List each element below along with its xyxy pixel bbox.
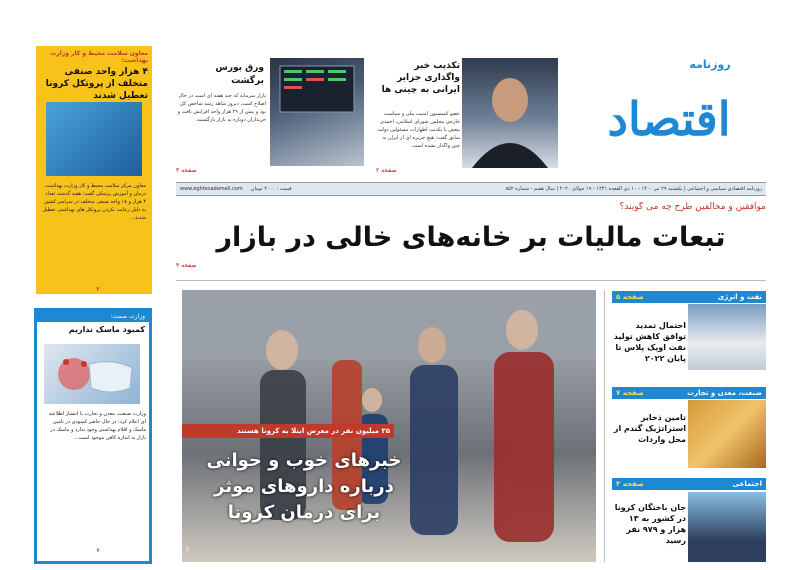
energy-headline[interactable]: احتمال تمدید توافق کاهش تولید نفت اوپک پلاس تا پایان ۲۰۲۲ bbox=[613, 321, 686, 363]
section-bar-social bbox=[612, 478, 766, 490]
photo-caption-banner: ۳۵ میلیون نفر در معرض ابتلا به کرونا هستند bbox=[182, 424, 394, 438]
price-label: قیمت : ۲۰۰۰ تومان bbox=[250, 186, 292, 192]
masthead-logo: اقتصاد bbox=[607, 92, 731, 146]
section-bar-industry bbox=[612, 387, 766, 399]
sidebar-yellow-photo bbox=[46, 102, 142, 176]
main-page: صفحه ۳ bbox=[176, 262, 197, 269]
date-bar bbox=[176, 182, 766, 196]
china-islands-page: صفحه ۲ bbox=[376, 167, 397, 174]
masthead-subtitle: روزنامه bbox=[689, 58, 731, 71]
photo-story-headline[interactable]: خبرهای خوب و حوانی درباره داروهای موثر برای درمان کرونا bbox=[206, 450, 402, 523]
section-page: صفحه ۵ bbox=[616, 293, 644, 301]
sidebar-yellow-headline[interactable]: ۴ هزار واحد صنفی متخلف از پروتکل کرونا تعطیل شدند bbox=[45, 67, 148, 101]
portrait-icon bbox=[462, 58, 558, 168]
bourse-headline[interactable]: ورق بورس برگشت bbox=[215, 63, 264, 86]
china-islands-headline[interactable]: تکذیب خبر واگذاری جزایر ایرانی به چینی ها bbox=[381, 61, 460, 95]
section-page: صفحه ۷ bbox=[616, 389, 644, 397]
photo-story-page: ۲ bbox=[186, 546, 190, 553]
main-headline[interactable]: تبعات مالیات بر خانه‌های خالی در بازار bbox=[216, 222, 726, 253]
section-bar-energy bbox=[612, 291, 766, 303]
industry-headline[interactable]: تامین ذخایر استراتژیک گندم از محل واردات bbox=[613, 413, 686, 444]
mask-illustration-icon bbox=[44, 344, 140, 404]
bourse-photo bbox=[270, 58, 364, 166]
website-url[interactable]: www.eghtesademeli.com bbox=[180, 186, 243, 192]
wheat-photo bbox=[688, 400, 766, 468]
section-page: صفحه ۴ bbox=[616, 480, 644, 488]
china-islands-photo bbox=[462, 58, 558, 168]
social-headline[interactable]: جان باختگان کرونا در کشور به ۱۳ هزار و ۹۷۹ نفر رسید bbox=[614, 503, 686, 545]
sidebar-yellow-kicker: معاون سلامت محیط و کار وزارت بهداشت: bbox=[50, 50, 148, 64]
energy-photo bbox=[688, 304, 766, 370]
section-title: اجتماعی bbox=[732, 480, 762, 488]
stock-board-icon bbox=[270, 58, 364, 166]
sidebar-blue-kicker: وزارت صمت: bbox=[37, 311, 149, 322]
sidebar-blue-page: ۷ bbox=[96, 547, 100, 554]
section-divider bbox=[176, 280, 766, 281]
bourse-page: صفحه ۳ bbox=[176, 167, 197, 174]
issue-info: روزنامه اقتصادی سیاسی و اجتماعی | یکشنبه ۲۹ تیر ۱۴۰۰ - ۱۰ ذی القعده ۱۴۴۱ - ۱۹ جولای ۲۰۲۰ | سال هفتم - شماره ۸۵۲ bbox=[505, 186, 762, 192]
china-islands-body: عضو کمیسیون امنیت ملی و سیاست خارجی مجلس شورای اسلامی، احمدی بیغش با تکذیب اظهارات مسئولین دولت سابق گفت: هیچ جزیره ای از ایران به چین واگذار نشده است. bbox=[377, 111, 460, 149]
column-divider bbox=[604, 290, 605, 562]
sidebar-yellow-body: معاون مرکز سلامت محیط و کار وزارت بهداشت، درمان و آموزش پزشکی گفت: هفته گذشته تعداد ۴ هزار و ۱۸ واحد صنفی متخلف در سراسر کشور به دلیل رعایت نکردن پروتکل های بهداشتی تعطیل شدند... bbox=[42, 183, 146, 221]
bourse-body: بازار سرمایه که چند هفته ای است در حال اصلاح است، دیروز شاهد رشد شاخص کل بود و بیش از ۲۹ هزار واحد افزایش یافت و خریداران دوباره به بازار بازگشتند. bbox=[177, 93, 266, 123]
sidebar-blue-body: وزارت صنعت، معدن و تجارت با انتشار اطلاعیه ای اعلام کرد: در حال حاضر کمبودی در تامین ماسک و اقلام بهداشتی وجود ندارد و ماسک در بازار به اندازه کافی موجود است... bbox=[48, 411, 146, 441]
sidebar-blue-headline[interactable]: کمبود ماسک نداریم bbox=[68, 325, 145, 334]
sidebar-blue-photo bbox=[44, 344, 140, 404]
spokesperson-photo bbox=[688, 492, 766, 562]
sidebar-yellow-page: ۲ bbox=[96, 286, 100, 293]
section-title: صنعت، معدن و تجارت bbox=[687, 389, 762, 397]
section-title: نفت و انرژی bbox=[717, 293, 762, 301]
main-kicker: موافقین و مخالفین طرح چه می گویند؟ bbox=[619, 202, 766, 212]
